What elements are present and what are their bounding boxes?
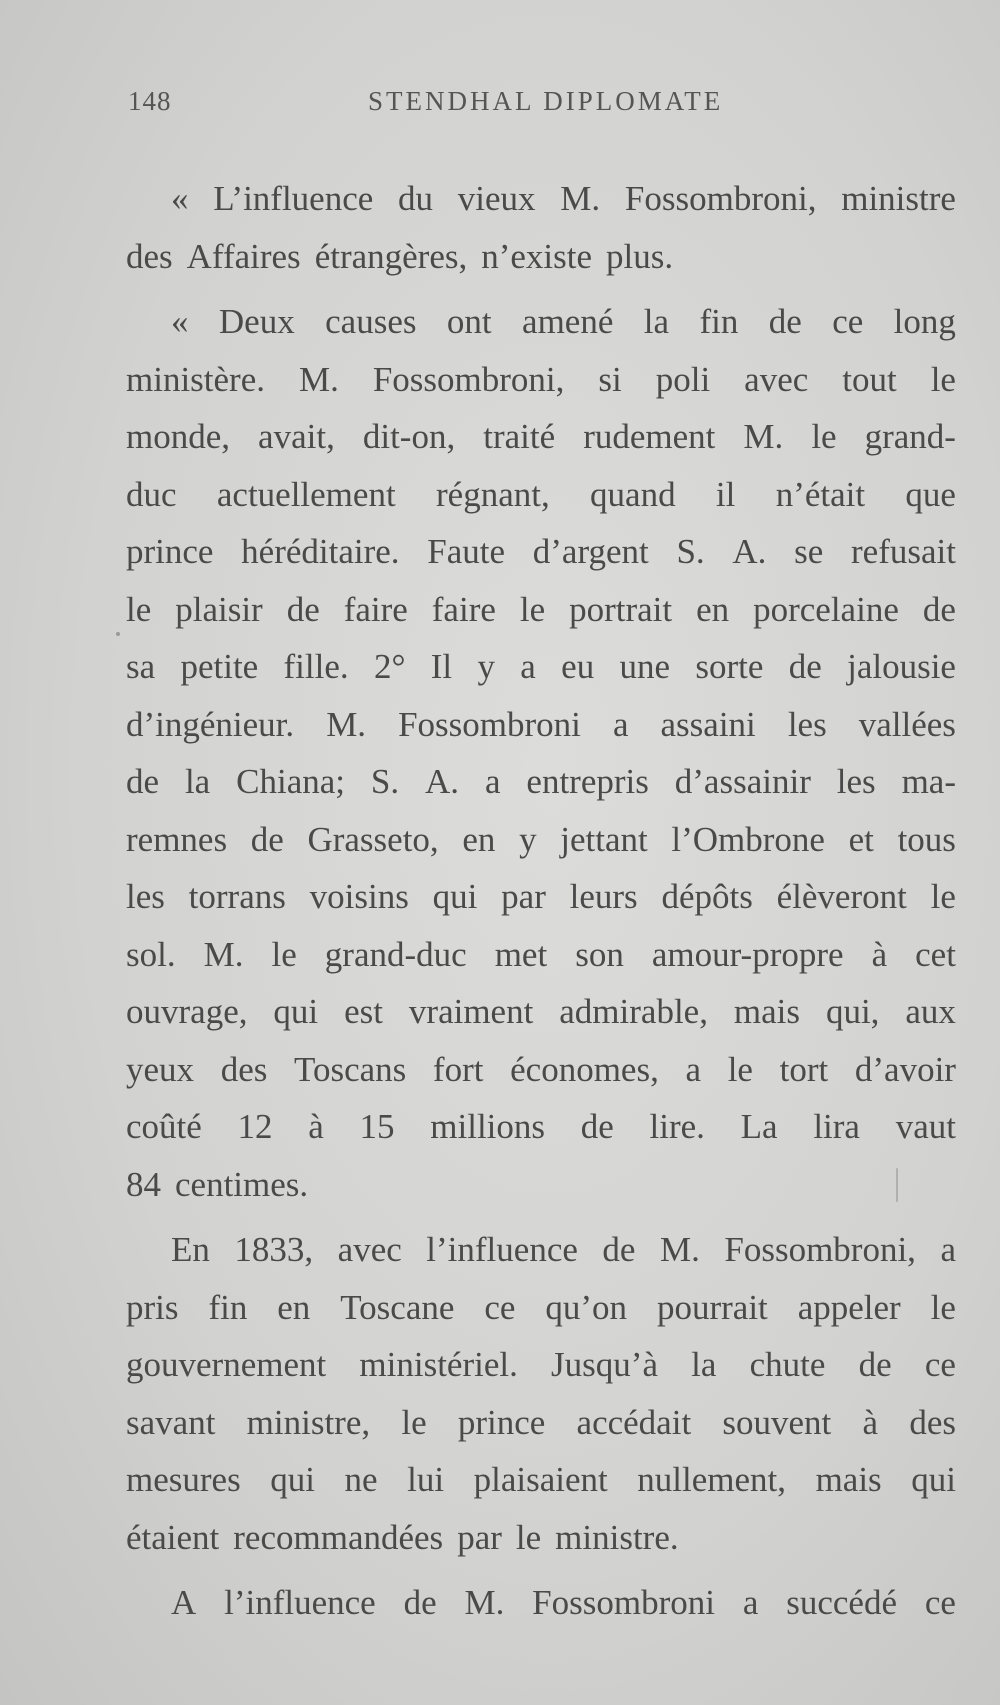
word: les [836,762,876,801]
word: petite [180,647,259,686]
page-number: 148 [128,86,172,116]
word: lira [813,1107,860,1146]
text-line [126,1221,956,1279]
word: de [788,647,822,686]
paragraph [126,1221,956,1566]
word: ce [832,302,864,341]
word: pris [126,1287,179,1327]
text-line [126,1156,956,1214]
word: à [862,1402,879,1442]
word: se [794,532,824,571]
word: en [462,819,496,859]
word: il [715,474,736,514]
paragraph-gap [126,1213,956,1221]
word: mais [733,992,800,1031]
word: avait, [258,417,335,456]
word: prince [457,1402,546,1442]
text-line [126,868,956,926]
text-line [126,1098,956,1156]
word: le [811,417,837,456]
text-line [126,811,956,869]
running-title: STENDHAL DIPLOMATE [368,86,724,116]
word: porcelaine [753,589,899,629]
word: qui [273,992,319,1031]
word: héréditaire. [241,532,400,571]
word: qu’on [545,1287,628,1327]
text-line [126,753,956,811]
word: causes [325,302,417,341]
text-line [126,351,956,409]
word: jalousie [847,647,956,686]
word: pourrait [656,1287,768,1327]
word: prince [126,532,214,571]
word: le [519,589,546,629]
word: des [126,236,173,276]
word: a [484,762,501,801]
word: long [893,302,956,341]
word: en [277,1287,311,1327]
text-line [126,696,956,754]
word: Toscane [340,1287,455,1327]
word: ce [484,1287,516,1327]
word: le [515,1517,542,1557]
word: la [184,762,211,801]
word: plus. [606,236,674,276]
word: économes, [510,1049,659,1089]
word: 84 [126,1164,161,1204]
paragraph-gap [126,285,956,293]
text-line [126,1509,956,1567]
word: lui [407,1460,445,1499]
word: du [398,179,434,218]
word: d’avoir [854,1049,956,1089]
word: tous [897,819,956,859]
word: n’existe [481,236,593,276]
word: vallées [858,704,956,744]
word: et [848,819,874,859]
word: a [685,1049,702,1089]
word: d’argent [532,532,649,571]
word: le [727,1049,753,1089]
word: le [126,589,152,629]
word: n’était [775,474,866,514]
word: a [612,704,629,744]
word: Grasseto, [307,819,439,859]
word: accédait [576,1402,692,1442]
paper-mark [896,1168,898,1202]
word: mesures [126,1460,241,1499]
word: le [930,877,956,916]
word: ce [924,1583,956,1622]
text-line [126,1394,956,1452]
word: leurs [569,877,638,916]
word: fort [432,1049,484,1089]
word: M. [203,934,244,974]
word: de [768,302,802,341]
word: ouvrage, [126,992,248,1031]
word: ministre. [555,1517,679,1557]
text-line [126,1336,956,1394]
word: a [940,1230,956,1269]
word: Fossombroni, [724,1230,916,1269]
word: y [519,819,537,859]
paper-speck [116,632,120,636]
word: étrangères, [314,236,468,276]
word: faire [343,589,408,629]
word: plaisir [175,589,263,629]
word: avec [744,359,809,399]
paragraph-gap [126,1566,956,1574]
word: duc [126,474,177,514]
word: M. [326,704,367,744]
word: La [740,1107,778,1146]
word: L’influence [213,179,374,218]
word: voisins [309,877,409,916]
paragraph [126,170,956,285]
word: Toscans [294,1049,407,1089]
word: ministre [841,179,956,218]
word: le [930,359,956,399]
word: « [171,179,189,218]
word: Jusqu’à [551,1345,658,1384]
word: de [922,589,956,629]
word: admirable, [559,992,708,1031]
word: millions [430,1107,546,1146]
word: l’influence [224,1583,376,1622]
word: M. [298,359,339,399]
word: poli [655,359,711,399]
word: M. [560,179,601,218]
word: des [909,1402,956,1442]
text-line [126,523,956,581]
word: savant [126,1402,216,1442]
text-line [126,581,956,639]
word: gouvernement [126,1345,327,1384]
text-line [126,466,956,524]
word: une [619,647,671,686]
word: les [787,704,827,744]
word: ministériel. [359,1345,518,1384]
paragraph [126,1574,956,1632]
word: refusait [851,532,956,571]
word: eu [561,647,595,686]
word: A. [732,532,767,571]
word: cet [915,934,956,974]
word: si [598,359,622,399]
word: M. [464,1583,505,1622]
word: dépôts [661,877,753,916]
text-line [126,638,956,696]
word: ne [344,1460,378,1499]
word: par [501,877,546,916]
word: recommandées [233,1517,444,1557]
word: amené [522,302,614,341]
word: y [477,647,495,686]
word: par [457,1517,502,1557]
word: vaut [895,1107,956,1146]
word: faire [431,589,496,629]
text-line [126,1451,956,1509]
word: à [308,1107,324,1146]
word: d’ingénieur. [126,704,295,744]
word: souvent [722,1402,832,1442]
text-line [126,170,956,228]
word: Fossombroni, [624,179,817,218]
page-header [128,86,768,126]
word: le [930,1287,956,1327]
word: fin [699,302,739,341]
word: aux [905,992,956,1031]
word: mais [815,1460,882,1499]
word: sol. [126,934,176,974]
word: Fossombroni [532,1583,715,1622]
word: fin [208,1287,248,1327]
word: grand- [864,417,956,456]
word: 2° [373,647,406,686]
text-line [126,1574,956,1632]
word: vraiment [408,992,534,1031]
word: tout [842,359,897,399]
word: est [344,992,383,1031]
word: « [171,302,189,341]
word: succédé [786,1583,897,1622]
word: met [494,934,548,974]
word: a [520,647,536,686]
word: Fossombroni [398,704,581,744]
word: de [602,1230,636,1269]
word: de [580,1107,614,1146]
word: entrepris [526,762,649,801]
word: de [286,589,320,629]
word: En [171,1230,210,1269]
word: M. [659,1230,700,1269]
word: élèveront [776,877,907,916]
word: Affaires [186,236,301,276]
word: de [250,819,284,859]
word: le [401,1402,427,1442]
word: qui [432,877,478,916]
word: étaient [126,1517,220,1557]
word: rudement [583,417,716,456]
word: ministère. [126,359,265,399]
word: ma- [901,762,956,801]
word: le [271,934,297,974]
word: A [171,1583,197,1622]
word: actuellement [216,474,396,514]
text-line [126,983,956,1041]
word: remnes [126,819,228,859]
text-line [126,293,956,351]
word: 1833, [234,1230,314,1269]
text-line [126,408,956,466]
word: A. [425,762,460,801]
word: les [126,877,165,916]
word: Deux [218,302,295,341]
word: grand-duc [324,934,467,974]
word: d’assainir [674,762,811,801]
word: que [905,474,956,514]
word: tort [779,1049,829,1089]
text-line [126,1041,956,1099]
word: des [220,1049,268,1089]
word: de [858,1345,892,1384]
word: la [691,1345,717,1384]
word: 15 [359,1107,395,1146]
word: nullement, [637,1460,787,1499]
word: Chiana; [236,762,345,801]
word: 12 [237,1107,273,1146]
word: Il [430,647,453,686]
word: a [742,1583,759,1622]
word: S. [370,762,400,801]
word: centimes. [175,1164,309,1204]
word: S. [676,532,705,571]
word: portrait [569,589,673,629]
word: amour-propre [651,934,844,974]
word: traité [483,417,556,456]
word: régnant, [436,474,550,514]
word: de [126,762,160,801]
word: qui [911,1460,956,1499]
word: torrans [188,877,286,916]
body-text [126,170,956,1632]
word: l’Ombrone [671,819,825,859]
word: à [871,934,888,974]
text-line [126,228,956,286]
word: de [403,1583,437,1622]
word: appeler [797,1287,901,1327]
word: jettant [560,819,648,859]
word: dit-on, [362,417,456,456]
word: fille. [283,647,349,686]
text-line [126,1279,956,1337]
word: la [643,302,670,341]
word: Faute [427,532,506,571]
word: vieux [457,179,536,218]
word: qui [270,1460,315,1499]
word: l’influence [426,1230,578,1269]
word: avec [337,1230,402,1269]
word: coûté [126,1107,202,1146]
word: ministre, [246,1402,371,1442]
word: Fossombroni, [372,359,565,399]
paragraph [126,293,956,1213]
word: quand [590,474,676,514]
word: monde, [126,417,231,456]
word: en [696,589,730,629]
text-line [126,926,956,984]
word: M. [743,417,784,456]
word: yeux [126,1049,195,1089]
word: lire. [649,1107,705,1146]
word: son [575,934,624,974]
word: chute [749,1345,826,1384]
word: assaini [660,704,756,744]
word: sorte [695,647,764,686]
word: ce [924,1345,956,1384]
word: ont [446,302,492,341]
word: plaisaient [473,1460,608,1499]
word: qui, [825,992,880,1031]
word: sa [126,647,156,686]
